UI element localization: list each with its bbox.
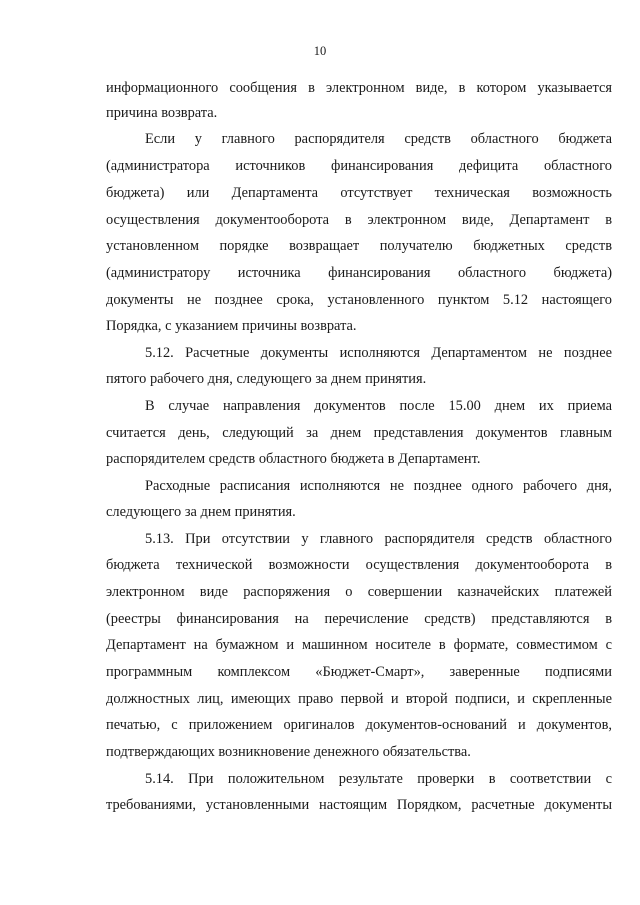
text-line: В случае направления документов после 15.00 днем их приема xyxy=(145,398,612,414)
text-line: бюджета технической возможности осуществления документооборота в xyxy=(106,557,612,573)
text-line: следующего за днем принятия. xyxy=(106,504,296,520)
text-line: Если у главного распорядителя средств областного бюджета xyxy=(145,131,612,147)
text-line: Департамент на бумажном и машинном носителе в формате, совместимом с xyxy=(106,637,612,653)
text-line: осуществления документооборота в электронном виде, Департамент в xyxy=(106,212,612,228)
text-line: (администратору источника финансирования областного бюджета) xyxy=(106,265,612,281)
text-line: пятого рабочего дня, следующего за днем принятия. xyxy=(106,371,427,387)
text-line: бюджета) или Департамента отсутствует техническая возможность xyxy=(106,185,612,201)
text-line: установленном порядке возвращает получателю бюджетных средств xyxy=(106,238,612,254)
text-line: подтверждающих возникновение денежного обязательства. xyxy=(106,744,471,760)
text-line: считается день, следующий за днем представления документов главным xyxy=(106,425,612,441)
text-line: информационного сообщения в электронном виде, в котором указывается xyxy=(106,80,612,96)
text-line: требованиями, установленными настоящим Порядком, расчетные документы xyxy=(106,797,612,813)
text-line: причина возврата. xyxy=(106,105,218,121)
text-line: 5.12. Расчетные документы исполняются Департаментом не позднее xyxy=(145,345,612,361)
text-line: печатью, с приложением оригиналов документов-оснований и документов, xyxy=(106,717,612,733)
text-line: Порядка, с указанием причины возврата. xyxy=(106,318,357,334)
text-line: электронном виде распоряжения о совершении казначейских платежей xyxy=(106,584,612,600)
text-line: Расходные расписания исполняются не позднее одного рабочего дня, xyxy=(145,478,612,494)
text-line: 5.13. При отсутствии у главного распорядителя средств областного xyxy=(145,531,612,547)
page-number: 10 xyxy=(313,44,327,58)
text-line: программным комплексом «Бюджет-Смарт», заверенные подписями xyxy=(106,664,612,680)
text-line: распорядителем средств областного бюджета в Департамент. xyxy=(106,451,481,467)
text-line: (реестры финансирования на перечисление средств) представляются в xyxy=(106,611,612,627)
text-line: 5.14. При положительном результате проверки в соответствии с xyxy=(145,771,612,787)
text-line: документы не позднее срока, установленного пунктом 5.12 настоящего xyxy=(106,292,612,308)
text-line: (администратора источников финансирования дефицита областного xyxy=(106,158,612,174)
text-line: должностных лиц, имеющих право первой и второй подписи, и скрепленные xyxy=(106,691,612,707)
